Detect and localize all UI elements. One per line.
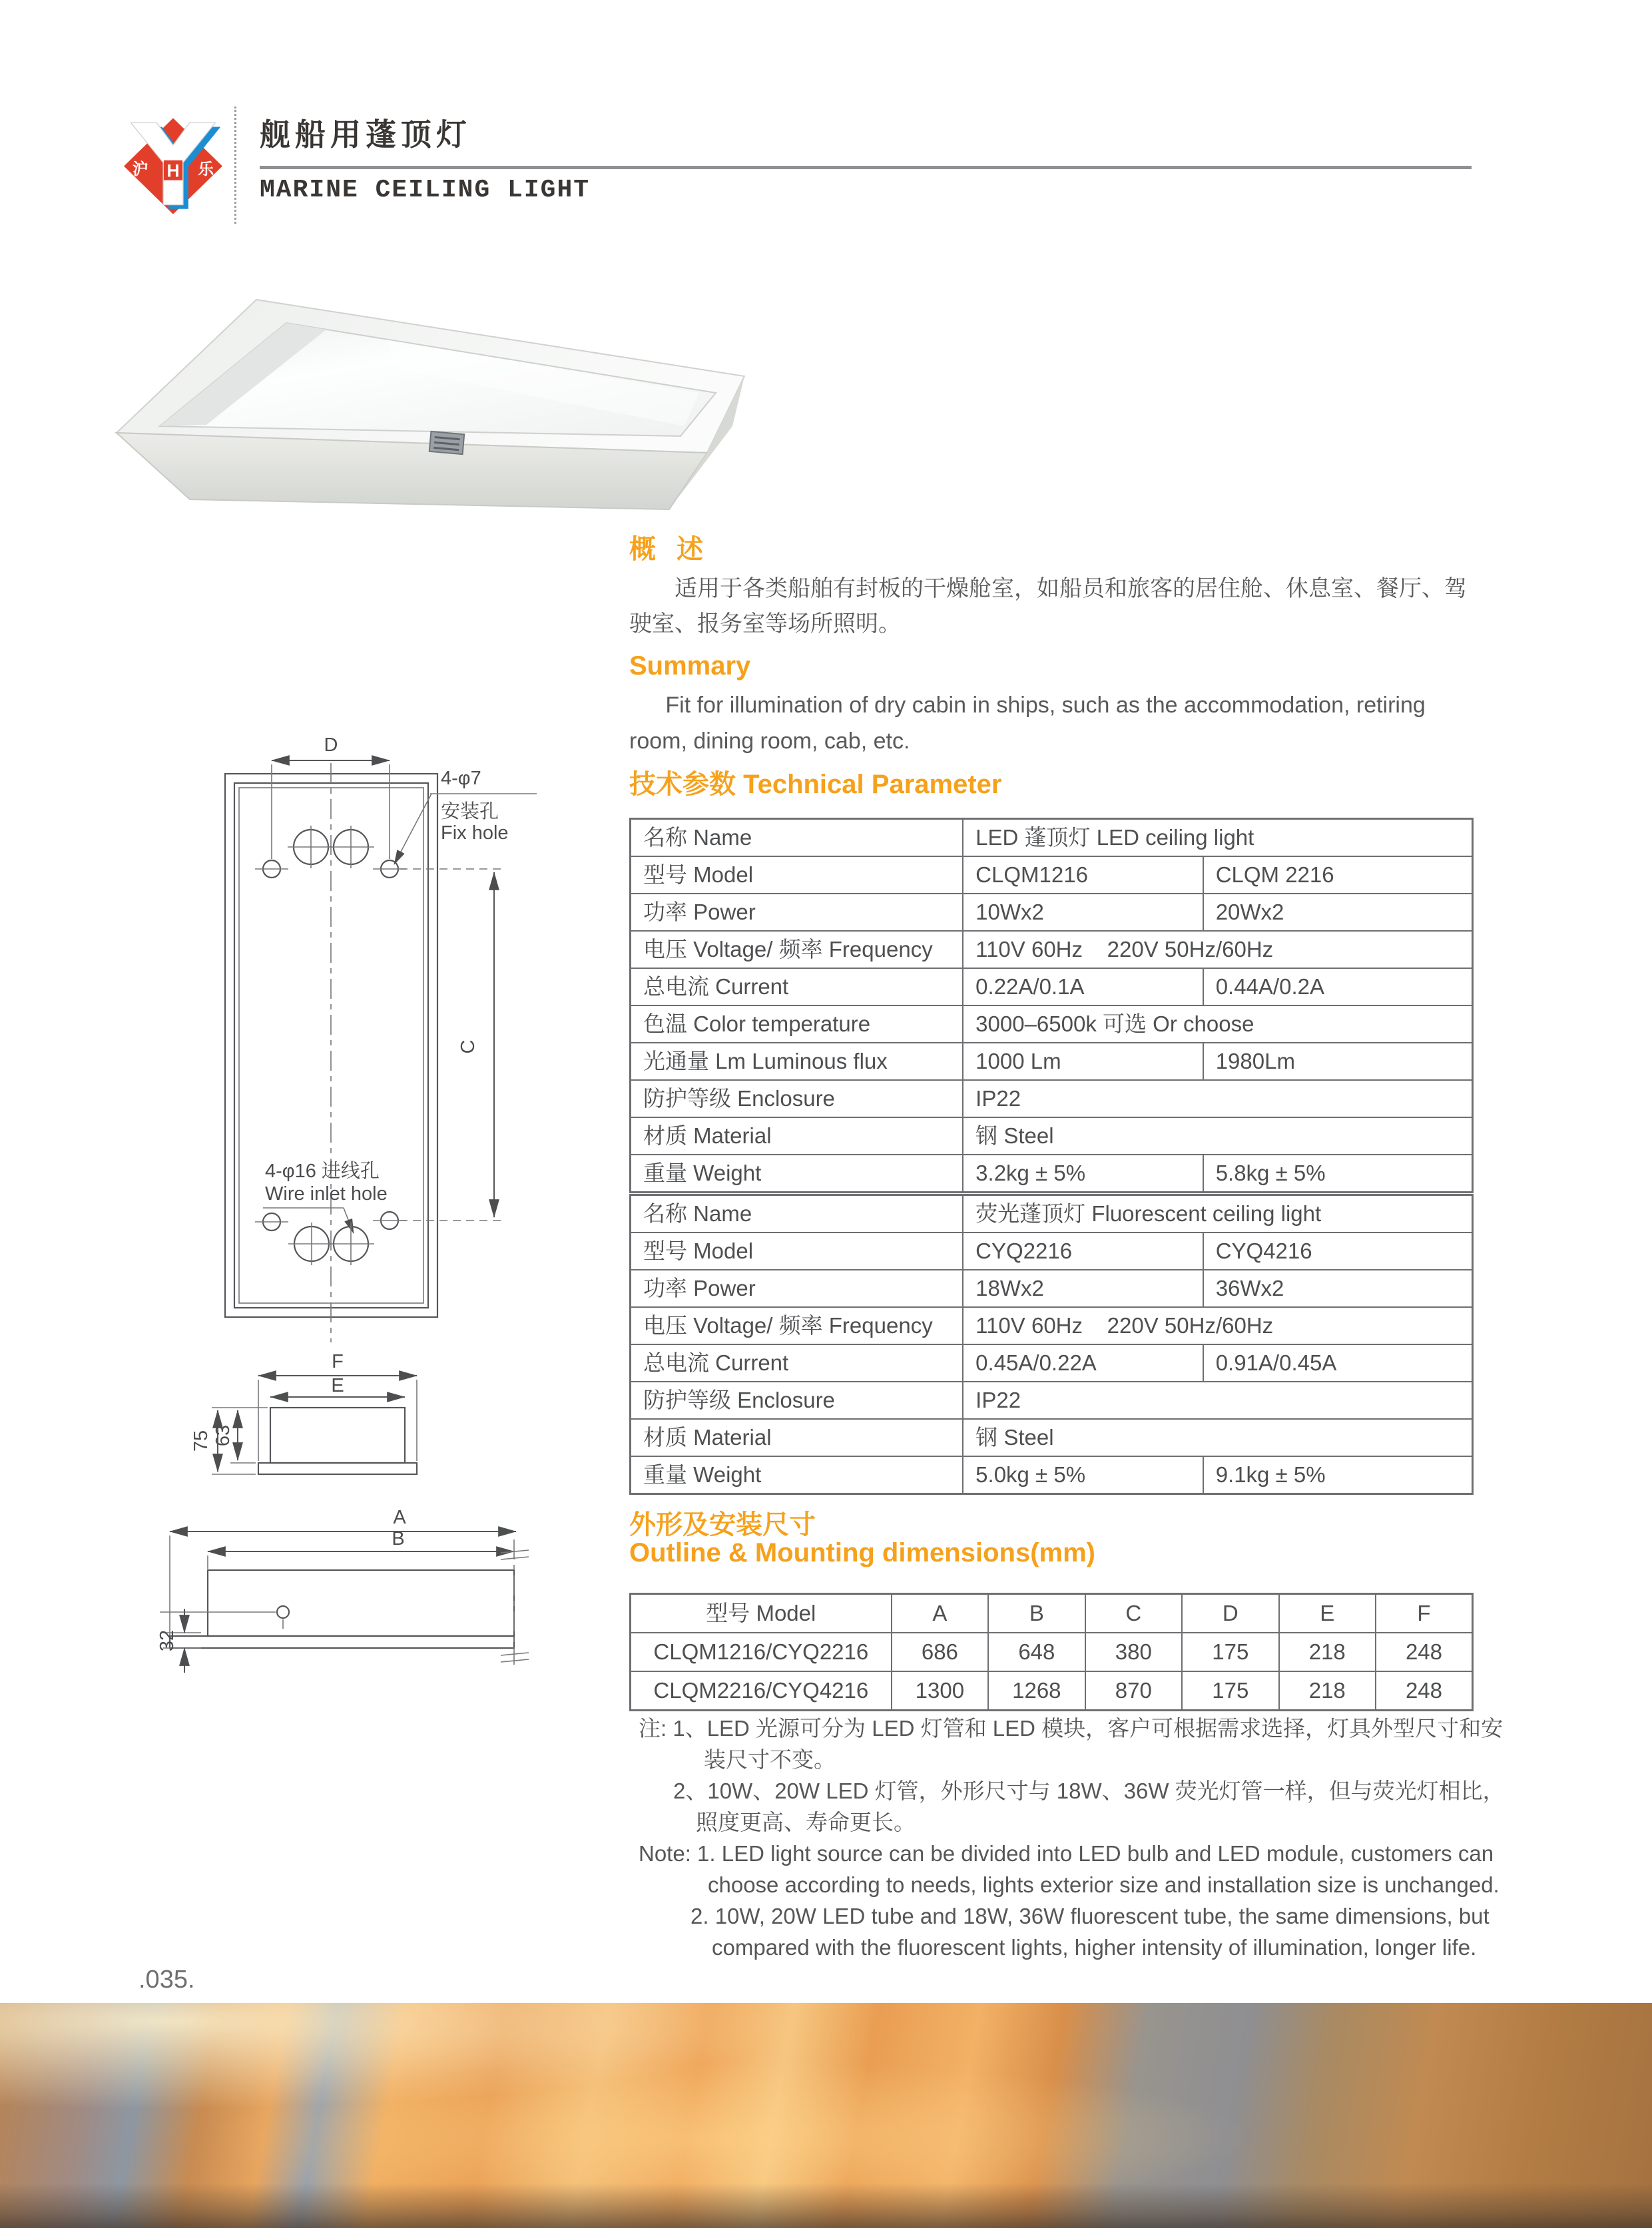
table-cell: 110V 60Hz 220V 50Hz/60Hz [963, 1307, 1472, 1344]
table-cell: 0.44A/0.2A [1203, 968, 1473, 1005]
photo-label-plate [429, 431, 464, 454]
tech-table-led [629, 818, 1474, 1193]
table-cell: 材质 Material [631, 1117, 964, 1155]
table-row [631, 1633, 1473, 1671]
table-cell: 功率 Power [631, 1270, 964, 1307]
table-row [631, 931, 1473, 968]
table-cell: 20Wx2 [1203, 894, 1473, 931]
table-cell: 重量 Weight [631, 1456, 964, 1494]
logo-char-mid: H [166, 160, 180, 181]
table-cell: F [1376, 1594, 1473, 1633]
table-cell: IP22 [963, 1382, 1472, 1419]
table-cell: CLQM1216/CYQ2216 [631, 1633, 892, 1671]
note-line: choose according to needs, lights exterior size and installation size is unchanged. [708, 1872, 1500, 1897]
fix-hole-label-cn: 安装孔 [441, 801, 499, 822]
table-cell: 1000 Lm [963, 1043, 1203, 1080]
table-cell: 总电流 Current [631, 1344, 964, 1382]
table-row [631, 1270, 1473, 1307]
wire-hole-label-en: Wire inlet hole [265, 1183, 388, 1205]
table-cell: C [1085, 1594, 1182, 1633]
dim-label-75: 75 [190, 1430, 212, 1452]
header-dotted-divider [234, 107, 236, 224]
table-cell: 1268 [988, 1671, 1085, 1711]
table-cell: 218 [1279, 1671, 1376, 1711]
table-row [631, 856, 1473, 894]
table-cell: 电压 Voltage/ 频率 Frequency [631, 1307, 964, 1344]
table-cell: B [988, 1594, 1085, 1633]
table-cell: 防护等级 Enclosure [631, 1080, 964, 1117]
table-cell: 材质 Material [631, 1419, 964, 1456]
table-row [631, 1117, 1473, 1155]
outline-drawing [87, 719, 553, 1678]
table-cell: 型号 Model [631, 856, 964, 894]
table-cell: 36Wx2 [1203, 1270, 1473, 1307]
table-cell: 0.45A/0.22A [963, 1344, 1203, 1382]
table-cell: 1300 [892, 1671, 988, 1711]
note-line: 2、10W、20W LED 灯管，外形尺寸与 18W、36W 荧光灯管一样，但与荧光灯相比， [673, 1779, 1505, 1803]
table-cell: CLQM1216 [963, 856, 1203, 894]
fix-hole-label-en: Fix hole [441, 822, 509, 844]
table-cell: CYQ4216 [1203, 1233, 1473, 1270]
table-row [631, 819, 1473, 857]
note-line: 注: 1、LED 光源可分为 LED 灯管和 LED 模块，客户可根据需求选择，灯具外型尺寸和安 [639, 1716, 1504, 1741]
summary-heading-en: Summary [629, 651, 751, 681]
dimensions-table [629, 1593, 1474, 1711]
table-cell: 1980Lm [1203, 1043, 1473, 1080]
note-line: Note: 1. LED light source can be divided into LED bulb and LED module, customers can [639, 1841, 1494, 1866]
table-cell: 功率 Power [631, 894, 964, 931]
fix-hole-label-size: 4-φ7 [441, 768, 481, 789]
dim-label-e: E [331, 1375, 344, 1396]
dim-label-d: D [324, 734, 338, 756]
page-title-en: MARINE CEILING LIGHT [260, 176, 591, 204]
table-cell: 电压 Voltage/ 频率 Frequency [631, 931, 964, 968]
table-cell: 9.1kg ± 5% [1203, 1456, 1473, 1494]
table-cell: 175 [1182, 1671, 1278, 1711]
note-line: 装尺寸不变。 [704, 1747, 836, 1772]
summary-heading-cn: 概 述 [629, 535, 710, 564]
outline-heading-en: Outline & Mounting dimensions(mm) [629, 1538, 1095, 1567]
footer-photo [0, 2003, 1652, 2228]
technical-parameter-heading: 技术参数 Technical Parameter [629, 770, 1002, 799]
table-cell: 218 [1279, 1633, 1376, 1671]
table-cell: 钢 Steel [963, 1117, 1472, 1155]
dim-label-f: F [332, 1351, 344, 1372]
table-cell: 3000–6500k 可选 Or choose [963, 1005, 1472, 1043]
outline-heading-cn: 外形及安装尺寸 [629, 1510, 816, 1539]
table-cell: 光通量 Lm Luminous flux [631, 1043, 964, 1080]
table-cell: 110V 60Hz 220V 50Hz/60Hz [963, 931, 1472, 968]
table-cell: 荧光蓬顶灯 Fluorescent ceiling light [963, 1195, 1472, 1233]
table-cell: 名称 Name [631, 1195, 964, 1233]
table-row [631, 1080, 1473, 1117]
table-cell: 0.91A/0.45A [1203, 1344, 1473, 1382]
table-row [631, 1419, 1473, 1456]
product-photo [100, 233, 786, 513]
page-number: .035. [138, 1966, 195, 1994]
table-cell: 248 [1376, 1633, 1473, 1671]
table-row [631, 1307, 1473, 1344]
table-cell: 18Wx2 [963, 1270, 1203, 1307]
table-cell: 10Wx2 [963, 894, 1203, 931]
summary-body-en: Fit for illumination of dry cabin in ships, such as the accommodation, retiring room, dining room, cab, etc. [629, 693, 1426, 754]
table-row [631, 1195, 1473, 1233]
table-cell: 175 [1182, 1633, 1278, 1671]
note-line: 照度更高、寿命更长。 [696, 1810, 916, 1834]
page-title-cn: 舰船用蓬顶灯 [260, 117, 471, 152]
table-cell: 5.0kg ± 5% [963, 1456, 1203, 1494]
table-row [631, 1155, 1473, 1193]
table-cell: LED 蓬顶灯 LED ceiling light [963, 819, 1472, 857]
header-rule [260, 166, 1472, 169]
table-cell: 防护等级 Enclosure [631, 1382, 964, 1419]
tech-table-fluorescent [629, 1194, 1474, 1495]
table-cell: 3.2kg ± 5% [963, 1155, 1203, 1193]
dim-label-c: C [457, 1039, 479, 1054]
note-line: compared with the fluorescent lights, higher intensity of illumination, longer life. [712, 1935, 1477, 1960]
wire-hole-label-cn: 4-φ16 进线孔 [265, 1161, 380, 1182]
dim-label-a: A [393, 1507, 406, 1528]
table-cell: 重量 Weight [631, 1155, 964, 1193]
table-cell: A [892, 1594, 988, 1633]
table-cell: 248 [1376, 1671, 1473, 1711]
table-cell: 870 [1085, 1671, 1182, 1711]
table-cell: CLQM 2216 [1203, 856, 1473, 894]
table-cell: 总电流 Current [631, 968, 964, 1005]
dim-label-32: 32 [156, 1629, 178, 1652]
table-row [631, 1594, 1473, 1633]
company-logo [115, 105, 232, 222]
table-row [631, 1382, 1473, 1419]
table-row [631, 968, 1473, 1005]
table-cell: 名称 Name [631, 819, 964, 857]
table-cell: 380 [1085, 1633, 1182, 1671]
table-cell: 686 [892, 1633, 988, 1671]
table-row [631, 894, 1473, 931]
notes-block [629, 1713, 1505, 1963]
table-row [631, 1233, 1473, 1270]
dim-label-b: B [392, 1528, 405, 1549]
summary-body-cn: 适用于各类船舶有封板的干燥舱室，如船员和旅客的居住舱、休息室、餐厅、驾驶室、报务室等场所照明。 [629, 576, 1467, 637]
logo-char-right: 乐 [198, 160, 214, 178]
table-cell: 5.8kg ± 5% [1203, 1155, 1473, 1193]
table-cell: D [1182, 1594, 1278, 1633]
note-line: 2. 10W, 20W LED tube and 18W, 36W fluorescent tube, the same dimensions, but [690, 1904, 1490, 1928]
table-row [631, 1043, 1473, 1080]
table-cell: CYQ2216 [963, 1233, 1203, 1270]
table-cell: 型号 Model [631, 1233, 964, 1270]
table-cell: E [1279, 1594, 1376, 1633]
table-row [631, 1671, 1473, 1711]
table-cell: 色温 Color temperature [631, 1005, 964, 1043]
table-row [631, 1344, 1473, 1382]
table-cell: IP22 [963, 1080, 1472, 1117]
table-row [631, 1005, 1473, 1043]
table-cell: CLQM2216/CYQ4216 [631, 1671, 892, 1711]
logo-char-left: 沪 [132, 160, 148, 178]
table-cell: 0.22A/0.1A [963, 968, 1203, 1005]
dim-label-63: 63 [212, 1424, 234, 1447]
table-cell: 648 [988, 1633, 1085, 1671]
table-cell: 钢 Steel [963, 1419, 1472, 1456]
table-cell: 型号 Model [631, 1594, 892, 1633]
table-row [631, 1456, 1473, 1494]
